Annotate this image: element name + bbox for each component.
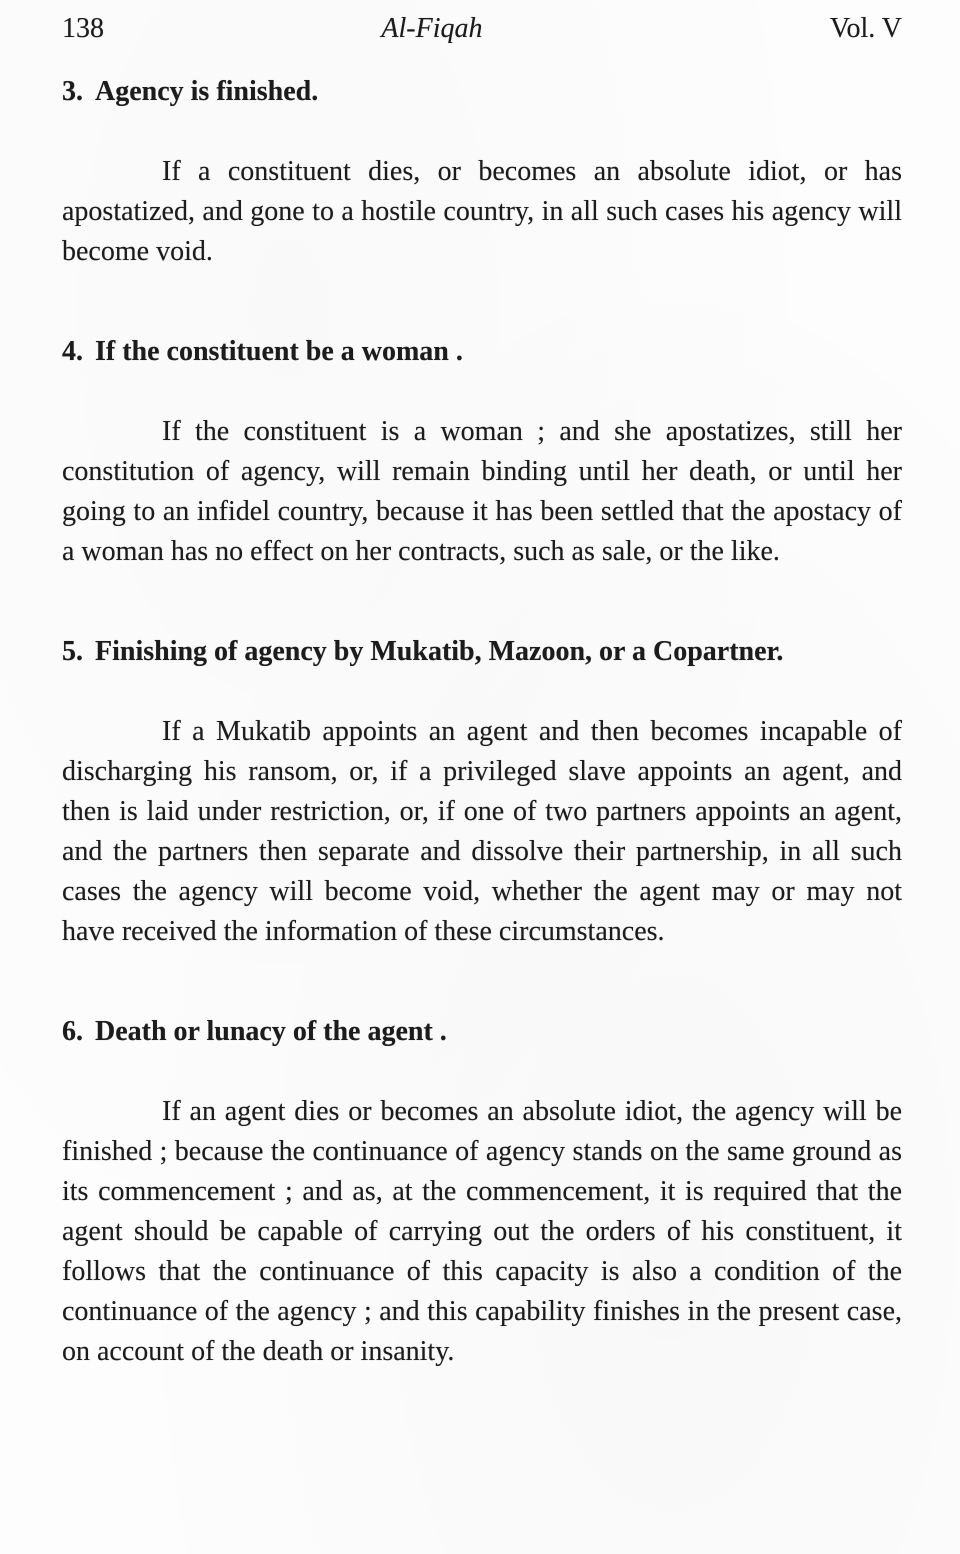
section-finishing-mukatib	[62, 636, 902, 952]
heading-title: Finishing of agency by Mukatib, Mazoon, or a Copartner.	[95, 635, 784, 667]
page-number: 138	[62, 13, 104, 44]
section-heading	[62, 636, 902, 668]
section-heading	[62, 336, 902, 368]
heading-number: 3.	[62, 75, 83, 107]
section-agency-finished	[62, 76, 902, 272]
section-paragraph: If a Mukatib appoints an agent and then becomes incapable of discharging his ransom, or, if a privileged slave appoints an agent, and then is laid under restriction, or, if one of two partners appoints an agent, and the partners then separate and dissolve their partnership, in all such cases the agency will become void, whether the agent may or may not have received the information of these circumstances.	[62, 716, 902, 948]
heading-title: Agency is finished.	[95, 75, 319, 107]
heading-title: If the constituent be a woman .	[95, 335, 463, 367]
book-title: Al-Fiqah	[381, 13, 483, 44]
section-heading	[62, 1016, 902, 1048]
section-paragraph: If an agent dies or becomes an absolute idiot, the agency will be finished ; because the continuance of agency stands on the same ground as its commencement ; and as, at the commencement, it is required that the agent should be capable of carrying out the orders of his constituent, it follows that the continuance of this capacity is also a condition of the continuance of the agency ; and this capability finishes in the present case, on account of the death or insanity.	[62, 1096, 902, 1368]
section-heading	[62, 76, 902, 108]
page-header	[62, 12, 902, 46]
section-death-lunacy-agent	[62, 1016, 902, 1372]
section-constituent-woman	[62, 336, 902, 572]
heading-number: 4.	[62, 335, 83, 367]
volume-label: Vol. V	[829, 13, 902, 44]
section-paragraph: If the constituent is a woman ; and she apostatizes, still her constitution of agency, will remain binding until her death, or until her going to an infidel country, because it has been settled that the apostacy of a woman has no effect on her contracts, such as sale, or the like.	[62, 415, 902, 567]
heading-title: Death or lunacy of the agent .	[95, 1016, 447, 1048]
section-paragraph: If a constituent dies, or becomes an absolute idiot, or has apostatized, and gone to a hostile country, in all such cases his agency will become void.	[62, 155, 902, 267]
heading-number: 6.	[62, 1016, 83, 1048]
heading-number: 5.	[62, 635, 83, 667]
